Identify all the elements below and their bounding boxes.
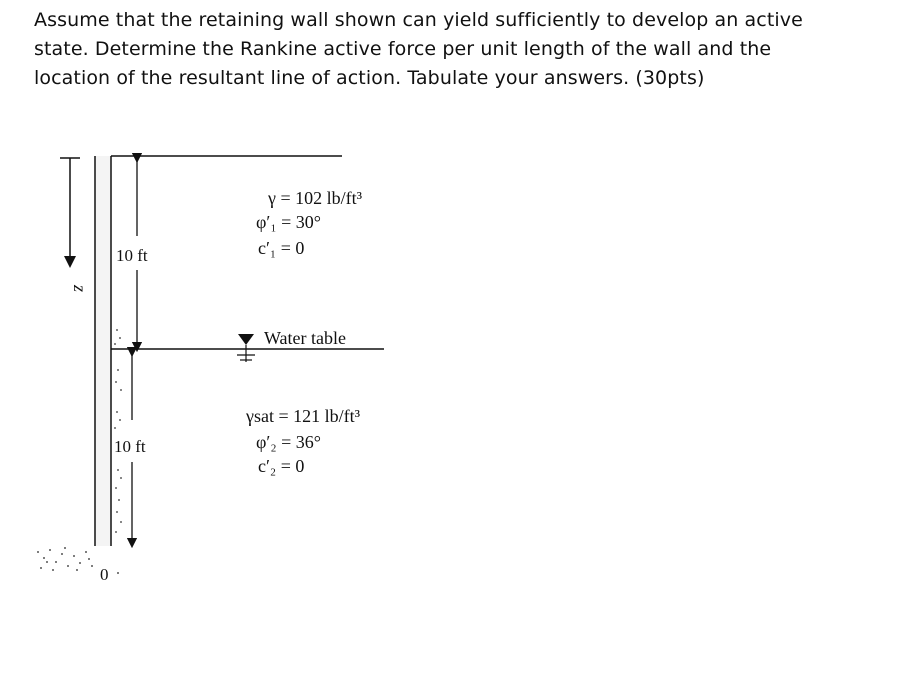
layer1-cohesion: c′₁ = 0 <box>258 238 305 258</box>
origin-label: 0 <box>100 565 109 584</box>
retaining-wall <box>95 156 111 546</box>
layer2-cohesion: c′₂ = 0 <box>258 456 305 476</box>
layer2-unit-weight: γsat = 121 lb/ft³ <box>246 406 360 426</box>
depth-axis-label: z <box>70 285 90 293</box>
problem-line-2: state. Determine the Rankine active force per unit length of the wall and the <box>34 38 772 60</box>
layer1-unit-weight: γ = 102 lb/ft³ <box>268 188 362 208</box>
problem-line-1: Assume that the retaining wall shown can yield sufficiently to develop an active <box>34 9 803 31</box>
water-table-label: Water table <box>264 328 347 348</box>
layer2-friction-angle: φ′₂ = 36° <box>256 432 321 452</box>
dimension-upper-label: 10 ft <box>116 246 148 265</box>
depth-axis <box>60 158 80 262</box>
problem-line-3: location of the resultant line of action. Tabulate your answers. (30pts) <box>34 67 705 89</box>
dimension-lower-label: 10 ft <box>114 437 146 456</box>
water-table-symbol <box>237 334 255 362</box>
layer1-friction-angle: φ′₁ = 30° <box>256 212 321 232</box>
backfill-stipple <box>114 329 122 533</box>
